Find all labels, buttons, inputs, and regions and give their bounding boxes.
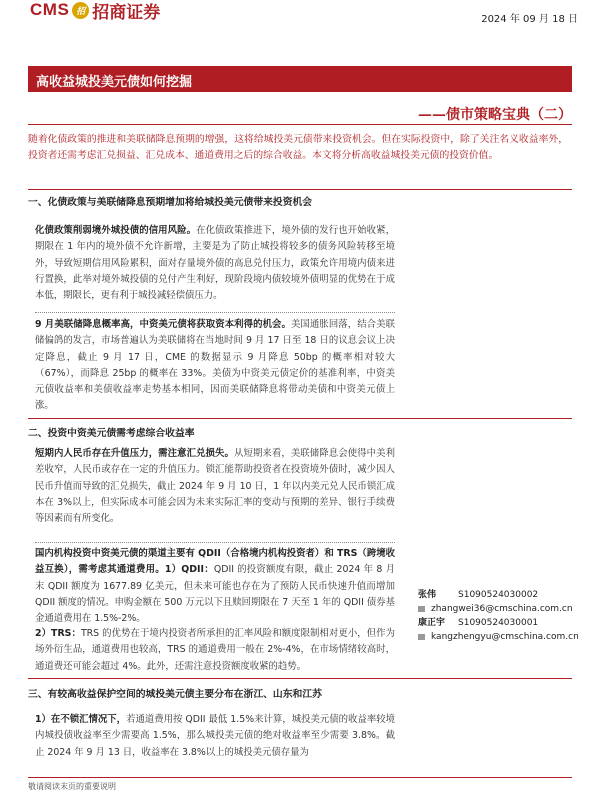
paragraph-5-trs: TRS 的优势在于境内投资者所承担的汇率风险和额度限制相对更小，但作为场外衍生品，通道费用也较高，TRS 的通道费用一般在 2%-4%，在市场情绪较高时，通道费还可能会超过 4%。此外，还需注意投资额度收紧的趋势。 [35, 628, 395, 672]
qdii-label: 1）QDII： [164, 564, 214, 576]
analyst-row [418, 616, 588, 630]
trs-label: 2）TRS： [35, 628, 81, 639]
paragraph-3 [35, 446, 395, 527]
section-rule [28, 418, 572, 419]
broker-logo [30, 0, 161, 23]
paragraph-2 [35, 317, 395, 415]
analyst-license: S1090524030002 [458, 590, 539, 600]
paragraph-6 [35, 712, 395, 761]
section-rule [28, 678, 572, 679]
logo-badge-icon: 招 [72, 2, 89, 19]
paragraph-3-body: 从短期来看，美联储降息会使得中美利差收窄，人民币或存在一定的升值压力。锁汇能帮助投资者在投资境外债时，减少因人民币升值而导致的汇兑损失，截止 2024 年 9 月 10 日，1 年以内美元兑人民币锁汇成本在 3%以上，但实际成本可能会因为未来实际汇率的变动与预期的差异、银行手续费等因素而有所变化。 [35, 448, 395, 525]
section-2-heading: 二、投资中资美元债需考虑综合收益率 [28, 428, 195, 439]
paragraph-1-body: 在化债政策推进下，境外债的发行也开始收紧，期限在 1 年内的境外债不允许新增，主要是为了防止城投将较多的债务风险转移至境外，导致短期信用风险累积，面对存量境外债的高息兑付压力，政策允许用境内债来进行置换，此举对境外城投债的兑付产生利好，现阶段境内债较境外债明显的优势在于成本低，期限长，更有利于城投减轻偿债压力。 [35, 225, 395, 302]
paragraph-4-qdii: QDII 的投资额度有限，截止 2024 年 8 月末 QDII 额度为 1677.89 亿美元，但未来可能也存在为了预防人民币快速升值而增加 QDII 额度的情况。申购金额在 500 万元以下且赎回期限在 7 天至 1 年的 QDII 债券基金通道费用在 1.5%-2%。 [35, 564, 395, 625]
analyst-email[interactable]: kangzhengyu@cmschina.com.cn [431, 632, 579, 642]
footer-rule [28, 777, 572, 778]
footer-disclaimer-link: 敬请阅读末页的重要说明 [28, 782, 116, 791]
email-icon [418, 634, 425, 640]
divider [35, 542, 395, 543]
analyst-email-row [418, 602, 588, 616]
paragraph-4 [35, 546, 395, 627]
paragraph-6-body: 若通道费用按 QDII 最低 1.5%来计算，城投美元债的收益率较境内城投债收益率至少需要高 1.5%，那么城投美元债的绝对收益率至少需要 3.8%。截止 2024 年 9 月 13 日，收益率在 3.8%以上的城投美元债存量为 [35, 714, 395, 758]
intro-rule [28, 189, 572, 190]
analyst-row [418, 588, 588, 602]
logo-latin: CMS [30, 0, 70, 19]
paragraph-3-lead: 短期内人民币存在升值压力，需注意汇兑损失。 [35, 448, 234, 459]
email-icon [418, 606, 425, 612]
section-1-heading: 一、化债政策与美联储降息预期增加将给城投美元债带来投资机会 [28, 197, 313, 208]
report-subtitle: ——债市策略宝典（二） [418, 107, 572, 123]
analyst-email-row [418, 630, 588, 644]
paragraph-2-body: 美国通胀回落，结合美联储偏鸽的发言，市场普遍认为美联储将在当地时间 9 月 17 日至 18 日的议息会议上决定降息，截止 9 月 17 日，CME 的数据显示 9 月降息 50bp 的概率相对较大（67%），而降息 25bp 的概率在 33%。美债为中资美元债定价的基准利率，中资美元债收益率和美债收益率走势基本相同，因而美联储降息将带动美债和中资美元债上涨。 [35, 319, 395, 412]
intro-summary: 随着化债政策的推进和美联储降息预期的增强，这将给城投美元债带来投资机会。但在实际投资中，除了关注名义收益率外，投资者还需考虑汇兑损益、汇兑成本、通道费用之后的综合收益。本文将分析高收益城投美元债的投资价值。 [28, 134, 568, 161]
paragraph-1 [35, 223, 395, 304]
title-rule [28, 124, 572, 125]
divider [35, 312, 395, 313]
analyst-name: 张伟 [418, 590, 437, 600]
paragraph-2-lead: 9 月美联储降息概率高，中资美元债将获取资本利得的机会。 [35, 319, 291, 330]
report-title: 高收益城投美元债如何挖掘 [36, 75, 193, 90]
paragraph-5 [35, 626, 395, 675]
analyst-email[interactable]: zhangwei36@cmschina.com.cn [431, 604, 573, 614]
report-date: 2024 年 09 月 18 日 [481, 14, 578, 25]
paragraph-6-lead: 1）在不锁汇情况下， [35, 714, 127, 725]
paragraph-4-lead: 国内机构投资中资美元债的渠道主要有 QDII（合格境内机构投资者）和 TRS（跨境收益互换），需考虑其通道费用。 [35, 548, 395, 576]
analyst-name: 康正宇 [418, 618, 446, 628]
section-3-heading: 三、有较高收益保护空间的城投美元债主要分布在浙江、山东和江苏 [28, 689, 322, 700]
logo-chinese: 招商证券 [92, 2, 161, 23]
analyst-license: S1090524030001 [458, 618, 539, 628]
analyst-block [418, 588, 588, 644]
paragraph-1-lead: 化债政策削弱境外城投债的信用风险。 [35, 225, 197, 236]
title-banner [28, 66, 572, 92]
